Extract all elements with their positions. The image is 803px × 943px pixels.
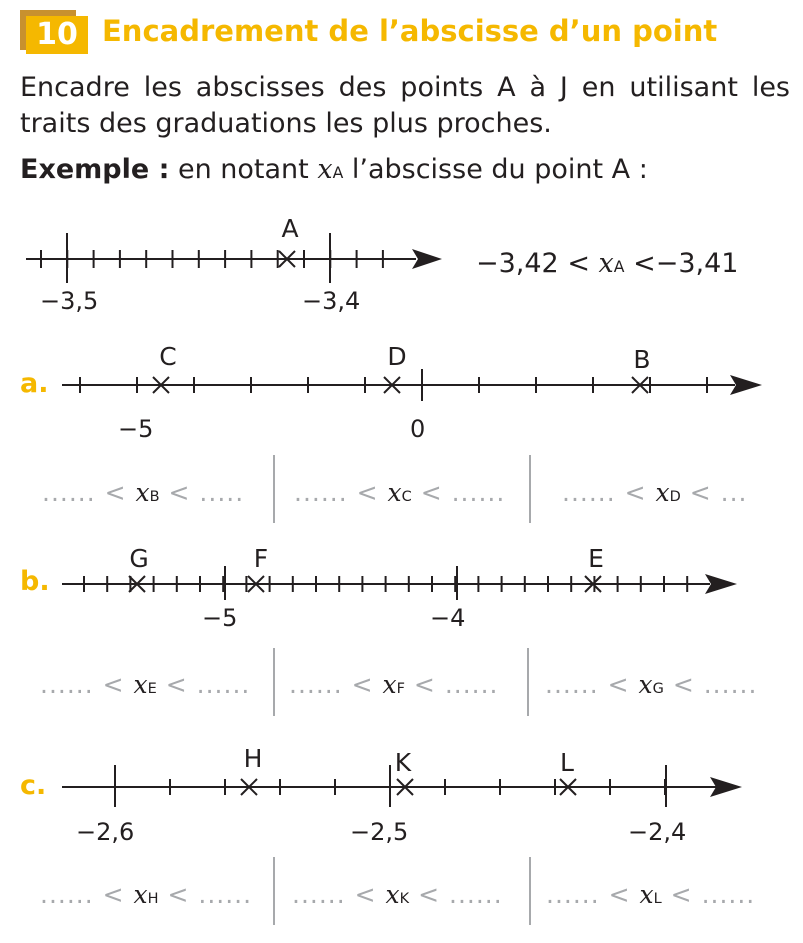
cell-variable (388, 478, 412, 507)
var-letter: x (655, 478, 670, 507)
example-text-before: en notant (169, 154, 318, 185)
cell-separator (273, 857, 275, 925)
cell-variable (134, 670, 157, 699)
cell-left: ...... < (545, 670, 639, 699)
cell-right: < ..... (159, 478, 245, 507)
cell-right: < ...... (156, 670, 251, 699)
answer-cell-f[interactable] (289, 670, 499, 699)
cell-left: ...... < (294, 478, 388, 507)
cell-left: ...... < (562, 478, 656, 507)
cell-variable (639, 670, 664, 699)
answer-cell-g[interactable] (545, 670, 757, 699)
tick-label-example-1: −3,4 (302, 287, 361, 315)
example-axis (26, 233, 442, 283)
var-letter: x (133, 880, 148, 909)
example-inequality (476, 248, 738, 279)
point-label-k: K (394, 748, 412, 777)
cell-separator (529, 857, 531, 925)
exercise-number: 10 (26, 16, 88, 54)
var-letter: x (387, 478, 402, 507)
cell-left: ...... < (42, 478, 136, 507)
answer-cell-h[interactable] (40, 880, 252, 909)
part-label-b: b. (20, 566, 50, 597)
instruction-text: Encadre les abscisses des points A à J en utilisant les traits des graduations les plus proches. (20, 72, 790, 139)
cell-left: ...... < (546, 880, 640, 909)
tick-label-a-1: 0 (410, 415, 426, 443)
example-text-after: l’abscisse du point A : (343, 154, 648, 185)
cell-separator (273, 648, 275, 716)
point-label-d: D (387, 342, 407, 371)
var-subscript: K (399, 891, 410, 907)
var-letter: x (598, 248, 614, 279)
cell-right: < ...... (404, 670, 499, 699)
point-label-b: B (633, 345, 651, 374)
point-label-e: E (588, 544, 604, 573)
var-subscript: C (401, 489, 412, 505)
example-label: Exemple : (20, 154, 170, 185)
var-letter: x (382, 670, 397, 699)
answer-cell-k[interactable] (292, 880, 503, 909)
cell-right: < ...... (411, 478, 506, 507)
arrow-head (412, 249, 442, 269)
tick-label-c-0: −2,6 (76, 818, 135, 846)
exercise-title: Encadrement de l’abscisse d’un point (102, 14, 718, 48)
point-label-g: G (129, 544, 149, 573)
var-subscript: A (332, 163, 344, 182)
part-label-a: a. (20, 368, 49, 399)
var-subscript: A (613, 257, 625, 276)
cell-left: ...... < (40, 880, 134, 909)
var-letter: x (385, 880, 400, 909)
answer-cell-e[interactable] (40, 670, 250, 699)
cell-right: < ...... (158, 880, 253, 909)
cell-variable (656, 478, 681, 507)
var-letter: x (135, 478, 150, 507)
tick-label-a-0: −5 (118, 415, 154, 443)
answer-cell-b[interactable] (42, 478, 244, 507)
var-subscript: E (147, 681, 157, 697)
example-ineq-variable (599, 248, 625, 279)
point-label-h: H (243, 744, 263, 773)
answer-cell-d[interactable] (562, 478, 748, 507)
var-letter: x (317, 154, 333, 185)
cell-right: < ... (680, 478, 748, 507)
point-label-f: F (253, 544, 269, 573)
answer-cell-c[interactable] (294, 478, 505, 507)
cell-variable (640, 880, 662, 909)
example-upper: <−3,41 (624, 248, 739, 279)
var-letter: x (133, 670, 148, 699)
point-label-l: L (560, 748, 574, 777)
cell-right: < ...... (661, 880, 756, 909)
cell-left: ...... < (40, 670, 134, 699)
tick-label-c-1: −2,5 (350, 818, 409, 846)
cell-separator (273, 455, 275, 523)
cell-variable (386, 880, 410, 909)
cell-separator (527, 648, 529, 716)
var-subscript: L (653, 891, 662, 907)
tick-label-example-0: −3,5 (40, 287, 99, 315)
tick-label-b-1: −4 (430, 604, 466, 632)
tick-label-c-2: −2,4 (628, 818, 687, 846)
var-subscript: B (149, 489, 160, 505)
var-subscript: F (396, 681, 405, 697)
cell-variable (383, 670, 405, 699)
point-label-c: C (159, 342, 177, 371)
point-label-a: A (281, 214, 299, 243)
cell-left: ...... < (292, 880, 386, 909)
tick-label-b-0: −5 (202, 604, 238, 632)
var-letter: x (638, 670, 653, 699)
part-label-c: c. (20, 770, 47, 801)
cell-variable (136, 478, 160, 507)
cell-separator (529, 455, 531, 523)
var-subscript: G (652, 681, 664, 697)
var-letter: x (639, 880, 654, 909)
cell-right: < ...... (663, 670, 758, 699)
var-subscript: D (669, 489, 681, 505)
axis-b (62, 566, 737, 600)
cell-variable (134, 880, 159, 909)
example-lower: −3,42 < (476, 248, 599, 279)
cell-left: ...... < (289, 670, 383, 699)
var-subscript: H (147, 891, 159, 907)
cell-right: < ...... (409, 880, 503, 909)
answer-cell-l[interactable] (546, 880, 755, 909)
